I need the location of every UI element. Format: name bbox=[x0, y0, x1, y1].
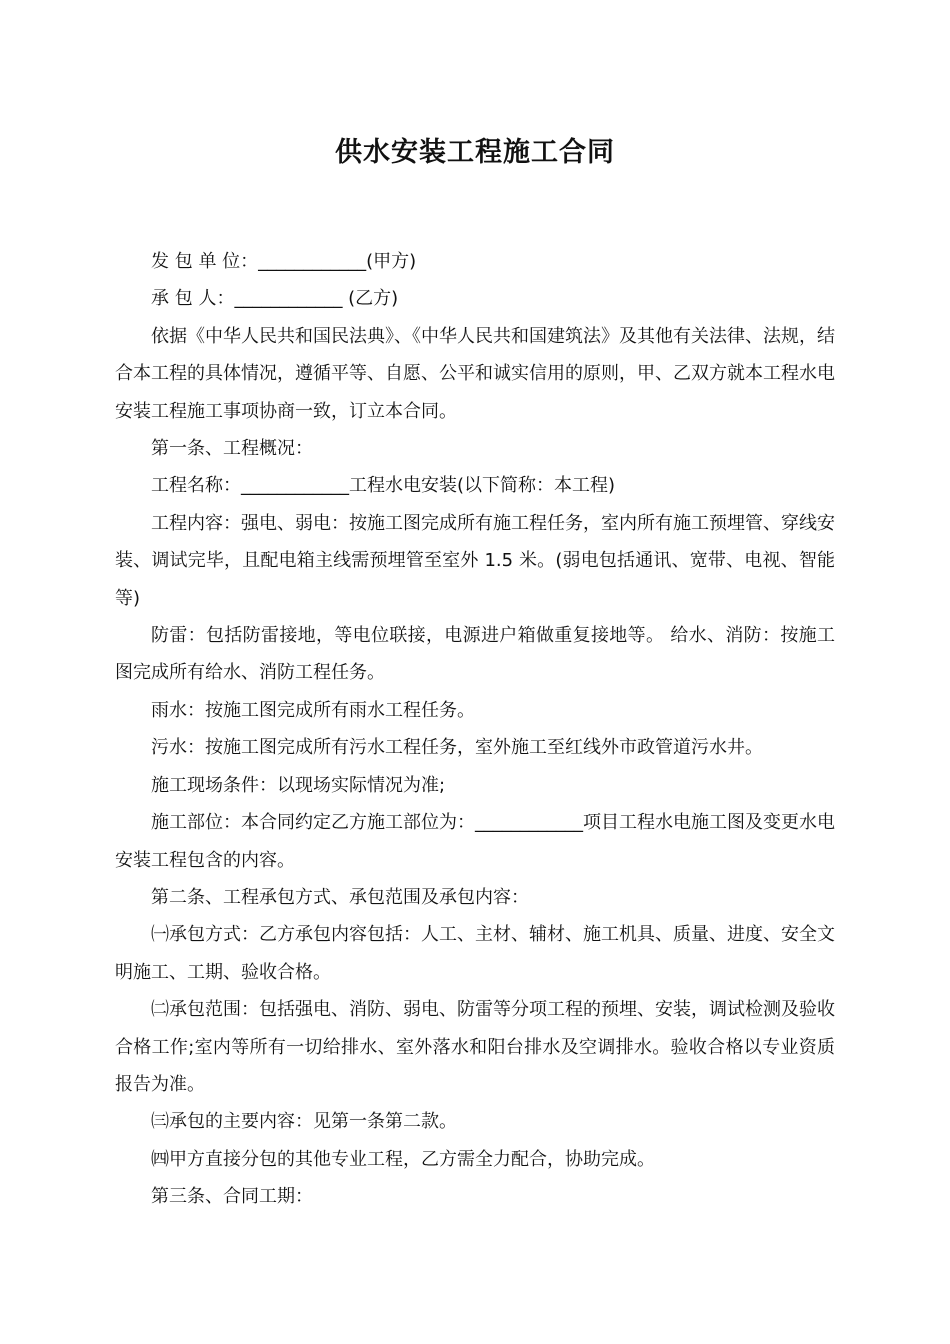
subcontract-paragraph: ㈣甲方直接分包的其他专业工程，乙方需全力配合，协助完成。 bbox=[151, 1148, 655, 1170]
lightning-protection-paragraph: 防雷：包括防雷接地，等电位联接，电源进户箱做重复接地等。 给水、消防：按施工图完成所有给水、消防工程任务。 bbox=[115, 625, 835, 684]
article-1-heading: 第一条、工程概况： bbox=[151, 438, 313, 460]
contract-range-paragraph: ㈡承包范围：包括强电、消防、弱电、防雷等分项工程的预埋、安装，调试检测及验收合格工作;室内等所有一切给排水、室外落水和阳台排水及空调排水。验收合格以专业资质报告为准。 bbox=[115, 999, 835, 1095]
sewage-paragraph: 污水：按施工图完成所有污水工程任务，室外施工至红线外市政管道污水井。 bbox=[151, 737, 763, 759]
project-name-paragraph: 工程名称：____________工程水电安装(以下简称：本工程) bbox=[151, 475, 616, 497]
article-3-heading: 第三条、合同工期： bbox=[151, 1186, 313, 1208]
project-content-paragraph: 工程内容：强电、弱电：按施工图完成所有施工程任务，室内所有施工预埋管、穿线安装、调试完毕，且配电箱主线需预埋管至室外 1.5 米。(弱电包括通讯、宽带、电视、智能等) bbox=[115, 512, 835, 609]
document-title: 供水安装工程施工合同 bbox=[335, 137, 615, 168]
site-conditions-paragraph: 施工现场条件：以现场实际情况为准; bbox=[151, 774, 446, 796]
article-2-heading: 第二条、工程承包方式、承包范围及承包内容： bbox=[151, 886, 529, 908]
preamble-paragraph: 依据《中华人民共和国民法典》、《中华人民共和国建筑法》及其他有关法律、法规，结合本工程的具体情况，遵循平等、自愿、公平和诚实信用的原则，甲、乙双方就本工程水电安装工程施工事项协商一致，订立本合同。 bbox=[115, 325, 835, 422]
document-body bbox=[115, 243, 835, 1216]
rainwater-paragraph: 雨水：按施工图完成所有雨水工程任务。 bbox=[151, 699, 475, 721]
party-a-line: 发 包 单 位：____________(甲方) bbox=[151, 251, 417, 272]
main-content-paragraph: ㈢承包的主要内容：见第一条第二款。 bbox=[151, 1111, 457, 1133]
construction-scope-paragraph: 施工部位：本合同约定乙方施工部位为：____________项目工程水电施工图及变更水电安装工程包含的内容。 bbox=[115, 812, 835, 871]
party-b-line: 承 包 人：____________ (乙方) bbox=[151, 288, 399, 310]
contract-method-paragraph: ㈠承包方式：乙方承包内容包括：人工、主材、辅材、施工机具、质量、进度、安全文明施工、工期、验收合格。 bbox=[115, 924, 835, 983]
